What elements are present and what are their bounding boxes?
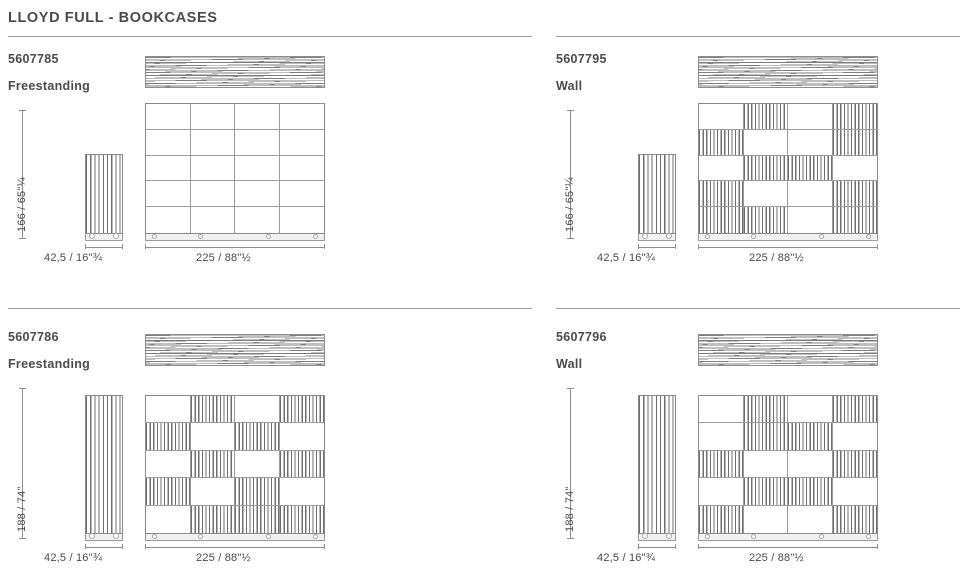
shelf-cell-panelled	[699, 130, 744, 156]
height-tick-bottom	[19, 538, 26, 539]
shelf-cell-panelled	[280, 506, 325, 533]
shelf-cell-open	[146, 130, 191, 156]
foot	[705, 534, 710, 539]
shelf-cell-panelled	[235, 423, 280, 450]
product-panel	[548, 320, 967, 575]
depth-label: 42,5 / 16"¾	[44, 252, 103, 264]
depth-label: 42,5 / 16"¾	[44, 552, 103, 564]
height-tick-top	[19, 388, 26, 389]
shelf-cell-panelled	[833, 104, 878, 130]
shelf-cell-panelled	[699, 207, 744, 233]
depth-tick-left	[638, 544, 639, 549]
shelf-cell-panelled	[744, 396, 789, 423]
depth-dimension-line	[85, 247, 123, 248]
depth-dimension-line	[638, 247, 676, 248]
width-label: 225 / 88"½	[196, 252, 251, 264]
shelf-cell-open	[191, 423, 236, 450]
foot	[819, 534, 824, 539]
foot	[866, 234, 871, 239]
height-tick-top	[567, 388, 574, 389]
shelf-cell-panelled	[788, 478, 833, 505]
product-code: 5607786	[8, 330, 59, 344]
shelf-cell-open	[146, 207, 191, 233]
panel-divider	[8, 308, 532, 309]
width-dimension-line	[698, 547, 878, 548]
side-elevation	[85, 395, 123, 534]
shelf-cell-open	[191, 207, 236, 233]
product-code: 5607796	[556, 330, 607, 344]
shelf-cell-panelled	[744, 156, 789, 182]
width-tick-left	[698, 244, 699, 249]
shelf-cell-panelled	[744, 478, 789, 505]
title-divider-left	[8, 36, 532, 37]
plan-hatch	[145, 56, 325, 88]
shelf-grid	[146, 104, 324, 233]
height-tick-bottom	[567, 538, 574, 539]
top-plan-view	[698, 334, 878, 366]
shelf-cell-open	[146, 181, 191, 207]
shelf-cell-open	[191, 104, 236, 130]
shelf-cell-open	[191, 156, 236, 182]
height-label: 188 / 74"	[564, 486, 576, 532]
shelf-cell-panelled	[833, 451, 878, 478]
product-panel	[548, 42, 967, 297]
foot	[751, 534, 756, 539]
side-feet	[638, 234, 676, 241]
side-feet	[85, 534, 123, 541]
side-feet	[85, 234, 123, 241]
shelf-cell-panelled	[788, 423, 833, 450]
shelf-cell-open	[280, 181, 325, 207]
depth-label: 42,5 / 16"¾	[597, 252, 656, 264]
shelf-cell-open	[788, 506, 833, 533]
width-label: 225 / 88"½	[749, 552, 804, 564]
side-elevation	[638, 395, 676, 534]
shelf-cell-panelled	[235, 478, 280, 505]
front-feet	[145, 234, 325, 241]
shelf-cell-panelled	[191, 506, 236, 533]
foot	[198, 234, 203, 239]
top-plan-view	[698, 56, 878, 88]
width-tick-left	[698, 544, 699, 549]
product-panel	[0, 320, 470, 575]
product-panel	[0, 42, 470, 297]
foot	[152, 534, 157, 539]
shelf-cell-panelled	[833, 130, 878, 156]
width-label: 225 / 88"½	[749, 252, 804, 264]
top-plan-view	[145, 334, 325, 366]
front-elevation	[698, 103, 878, 234]
width-dimension-line	[145, 547, 325, 548]
shelf-cell-open	[146, 506, 191, 533]
width-tick-right	[324, 244, 325, 249]
product-variant: Wall	[556, 357, 583, 371]
title-divider-right	[556, 36, 960, 37]
width-dimension-line	[698, 247, 878, 248]
foot	[751, 234, 756, 239]
width-tick-left	[145, 244, 146, 249]
shelf-cell-open	[744, 181, 789, 207]
shelf-cell-open	[744, 451, 789, 478]
depth-tick-right	[122, 244, 123, 249]
shelf-cell-open	[280, 478, 325, 505]
shelf-cell-open	[699, 478, 744, 505]
shelf-cell-open	[191, 478, 236, 505]
shelf-cell-open	[833, 156, 878, 182]
foot	[266, 234, 271, 239]
shelf-cell-open	[788, 207, 833, 233]
shelf-cell-open	[280, 207, 325, 233]
width-tick-right	[324, 544, 325, 549]
shelf-cell-panelled	[699, 506, 744, 533]
shelf-cell-panelled	[788, 156, 833, 182]
shelf-cell-open	[146, 156, 191, 182]
depth-tick-right	[122, 544, 123, 549]
depth-tick-left	[85, 544, 86, 549]
product-code: 5607785	[8, 52, 59, 66]
depth-tick-left	[85, 244, 86, 249]
height-label: 188 / 74"	[16, 486, 28, 532]
shelf-cell-open	[788, 181, 833, 207]
shelf-cell-open	[191, 130, 236, 156]
shelf-cell-panelled	[744, 104, 789, 130]
shelf-grid	[699, 396, 877, 533]
width-label: 225 / 88"½	[196, 552, 251, 564]
shelf-cell-panelled	[699, 451, 744, 478]
shelf-cell-open	[280, 423, 325, 450]
shelf-cell-open	[235, 130, 280, 156]
side-elevation	[85, 154, 123, 234]
depth-dimension-line	[638, 547, 676, 548]
shelf-cell-panelled	[833, 396, 878, 423]
shelf-cell-panelled	[744, 423, 789, 450]
product-variant: Wall	[556, 79, 583, 93]
shelf-grid	[146, 396, 324, 533]
shelf-cell-open	[235, 207, 280, 233]
shelf-cell-open	[146, 396, 191, 423]
foot	[152, 234, 157, 239]
plan-hatch	[145, 334, 325, 366]
front-feet	[698, 234, 878, 241]
front-feet	[698, 534, 878, 541]
foot	[313, 534, 318, 539]
width-tick-left	[145, 544, 146, 549]
shelf-cell-open	[235, 451, 280, 478]
shelf-cell-open	[235, 396, 280, 423]
height-tick-bottom	[19, 238, 26, 239]
depth-tick-left	[638, 244, 639, 249]
foot	[198, 534, 203, 539]
page-title: LLOYD FULL - BOOKCASES	[8, 10, 218, 26]
shelf-cell-open	[235, 181, 280, 207]
product-variant: Freestanding	[8, 357, 91, 371]
depth-label: 42,5 / 16"¾	[597, 552, 656, 564]
shelf-cell-open	[788, 104, 833, 130]
width-dimension-line	[145, 247, 325, 248]
foot	[705, 234, 710, 239]
width-tick-right	[877, 544, 878, 549]
shelf-cell-panelled	[146, 423, 191, 450]
foot	[819, 234, 824, 239]
top-plan-view	[145, 56, 325, 88]
product-variant: Freestanding	[8, 79, 91, 93]
shelf-cell-panelled	[191, 451, 236, 478]
shelf-cell-open	[744, 130, 789, 156]
height-tick-top	[567, 110, 574, 111]
foot	[866, 534, 871, 539]
front-elevation	[145, 103, 325, 234]
shelf-cell-open	[833, 423, 878, 450]
depth-tick-right	[675, 544, 676, 549]
product-code: 5607795	[556, 52, 607, 66]
panel-divider	[556, 308, 960, 309]
shelf-cell-open	[280, 130, 325, 156]
height-tick-top	[19, 110, 26, 111]
shelf-cell-open	[788, 451, 833, 478]
shelf-cell-open	[146, 451, 191, 478]
shelf-cell-panelled	[280, 396, 325, 423]
front-feet	[145, 534, 325, 541]
depth-dimension-line	[85, 547, 123, 548]
shelf-cell-open	[235, 156, 280, 182]
shelf-cell-open	[699, 396, 744, 423]
shelf-cell-open	[788, 396, 833, 423]
shelf-cell-open	[280, 156, 325, 182]
shelf-cell-panelled	[146, 478, 191, 505]
side-elevation	[638, 154, 676, 234]
shelf-grid	[699, 104, 877, 233]
shelf-cell-open	[235, 104, 280, 130]
plan-hatch	[698, 334, 878, 366]
shelf-cell-panelled	[191, 396, 236, 423]
shelf-cell-panelled	[744, 207, 789, 233]
shelf-cell-panelled	[833, 181, 878, 207]
depth-tick-right	[675, 244, 676, 249]
shelf-cell-open	[699, 156, 744, 182]
front-elevation	[698, 395, 878, 534]
foot	[266, 534, 271, 539]
shelf-cell-open	[146, 104, 191, 130]
shelf-cell-open	[833, 478, 878, 505]
height-label: 166 / 65"¼	[564, 177, 576, 232]
plan-hatch	[698, 56, 878, 88]
height-label: 166 / 65"¼	[16, 177, 28, 232]
shelf-cell-open	[744, 506, 789, 533]
height-tick-bottom	[567, 238, 574, 239]
foot	[313, 234, 318, 239]
width-tick-right	[877, 244, 878, 249]
shelf-cell-open	[699, 104, 744, 130]
shelf-cell-panelled	[833, 207, 878, 233]
shelf-cell-panelled	[280, 451, 325, 478]
shelf-cell-open	[788, 130, 833, 156]
shelf-cell-open	[191, 181, 236, 207]
shelf-cell-panelled	[833, 506, 878, 533]
front-elevation	[145, 395, 325, 534]
side-feet	[638, 534, 676, 541]
shelf-cell-open	[699, 423, 744, 450]
shelf-cell-panelled	[235, 506, 280, 533]
shelf-cell-open	[280, 104, 325, 130]
shelf-cell-panelled	[699, 181, 744, 207]
